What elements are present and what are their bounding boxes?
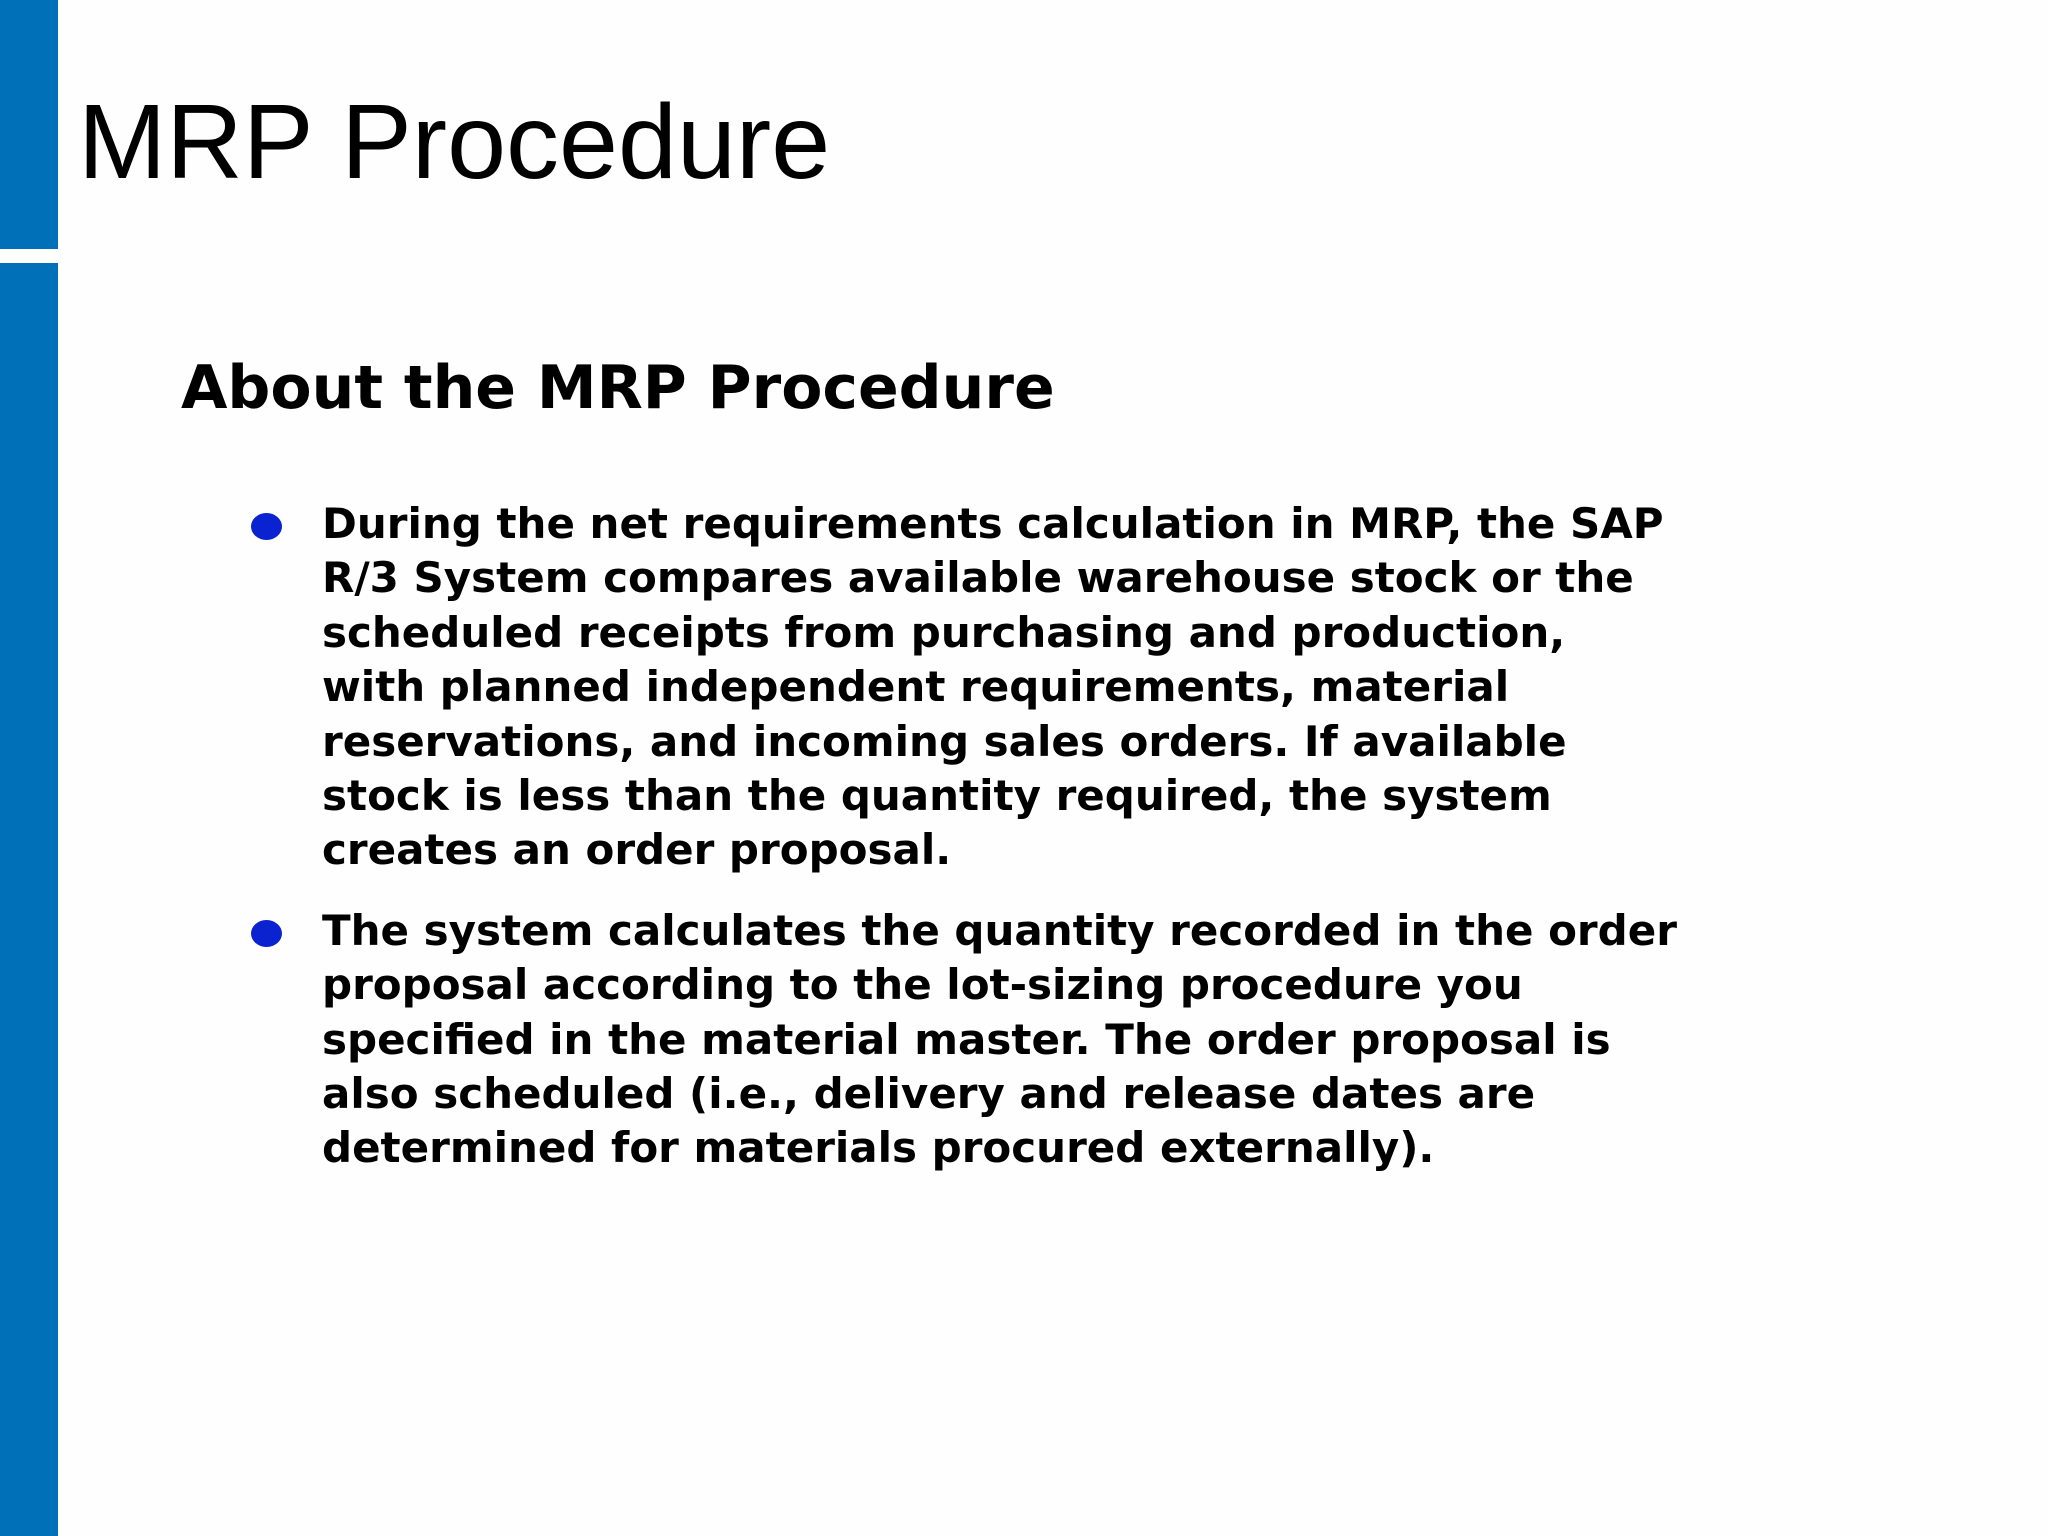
bullet-text: During the net requirements calculation in MRP, the SAP R/3 System compares available warehouse stock or the scheduled receipts from purchasing and production, with planned independent requirements, material reservations, and incoming sales orders. If available stock is less than the quantity required, the system creates an order proposal. bbox=[322, 499, 1664, 875]
bullet-list bbox=[248, 497, 1828, 1202]
bullet-dot-icon bbox=[251, 513, 282, 540]
accent-bar-bottom bbox=[0, 263, 58, 1536]
bullet-text: The system calculates the quantity recorded in the order proposal according to the lot-sizing procedure you specified in the material master. The order proposal is also scheduled (i.e., delivery and release dates are determined for materials procured externally). bbox=[322, 905, 1677, 1173]
slide-title: MRP Procedure bbox=[78, 83, 831, 201]
bullet-item bbox=[248, 904, 1828, 1176]
bullet-item bbox=[248, 497, 1828, 878]
bullet-dot-icon bbox=[251, 920, 282, 947]
section-heading: About the MRP Procedure bbox=[181, 353, 1055, 423]
accent-bar-divider bbox=[0, 249, 58, 263]
accent-bar-top bbox=[0, 0, 58, 249]
